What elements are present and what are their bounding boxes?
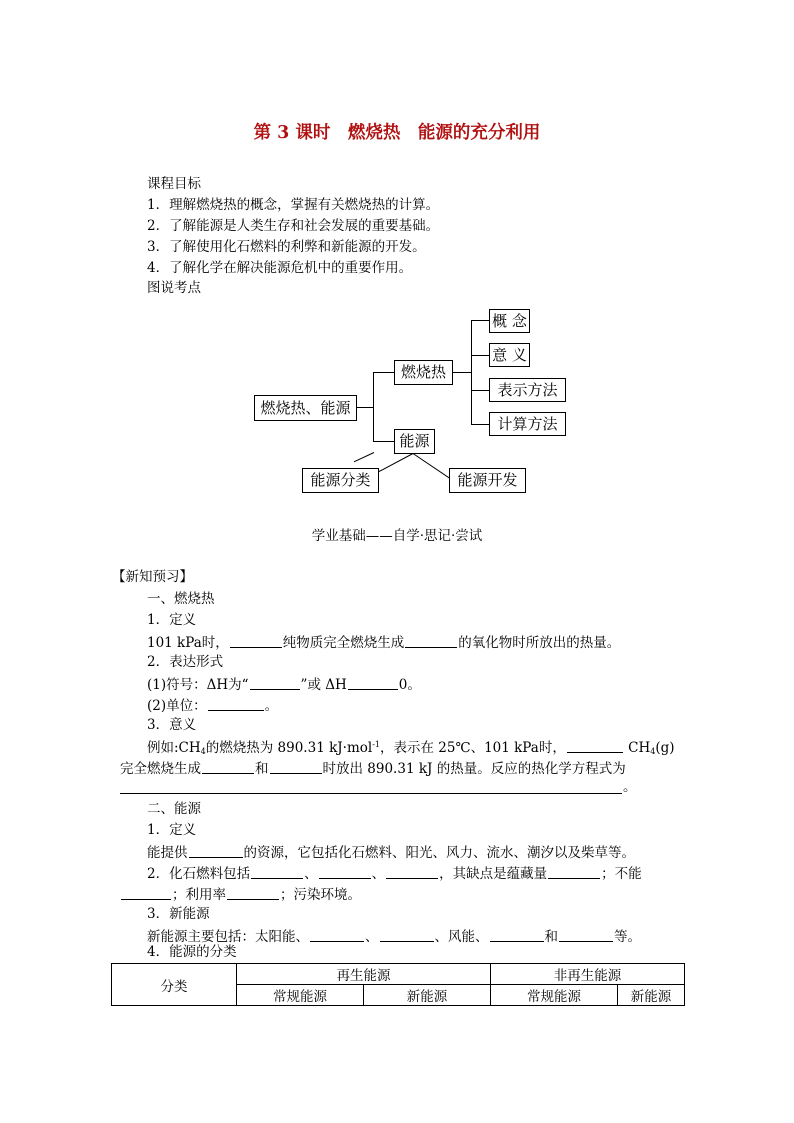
map-root-box: 燃烧热、能源 xyxy=(254,395,357,421)
equation-end: 。 xyxy=(623,779,637,795)
fill-blank[interactable] xyxy=(208,698,264,711)
equation-blank[interactable] xyxy=(120,793,622,794)
fill-blank[interactable] xyxy=(227,887,279,900)
fill-blank[interactable] xyxy=(548,866,600,879)
connector-line xyxy=(373,372,374,442)
fill-blank[interactable] xyxy=(202,761,254,774)
table-header-renewable: 再生能源 xyxy=(237,964,491,985)
goal-item: 2．了解能源是人类生存和社会发展的重要基础。 xyxy=(147,218,440,234)
table-cell: 常规能源 xyxy=(237,985,364,1006)
map-meaning-box: 意 义 xyxy=(489,343,530,367)
connector-line xyxy=(471,355,490,356)
fossil-line: 2．化石燃料包括 、 、 ，其缺点是蕴藏量 ；不能 xyxy=(147,866,642,882)
connector-line xyxy=(471,320,472,424)
map-energy-box: 能源 xyxy=(394,429,435,454)
fill-blank[interactable] xyxy=(490,929,544,942)
fill-blank[interactable] xyxy=(380,929,434,942)
table-cell: 新能源 xyxy=(618,985,685,1006)
connector-line xyxy=(373,372,395,373)
fossil-line-2: ；利用率 ；污染环境。 xyxy=(120,887,361,903)
connector-line xyxy=(373,441,395,442)
unit-line: (2)单位： 。 xyxy=(147,698,279,714)
table-row-header: 分类 xyxy=(112,964,237,1006)
map-calculation-box: 计算方法 xyxy=(489,412,566,436)
fill-blank[interactable] xyxy=(405,635,457,648)
fill-blank[interactable] xyxy=(270,761,322,774)
symbol-line: (1)符号：ΔH为“ ”或 ΔH 0。 xyxy=(147,677,421,693)
fill-blank[interactable] xyxy=(348,677,398,690)
fill-blank[interactable] xyxy=(251,866,303,879)
page-title: 第 3 课时 燃烧热 能源的充分利用 xyxy=(253,123,541,143)
concept-map-heading: 图说考点 xyxy=(147,280,201,296)
fill-blank[interactable] xyxy=(250,677,300,690)
fill-blank[interactable] xyxy=(121,887,171,900)
map-heat-box: 燃烧热 xyxy=(394,360,453,385)
definition-line: 101 kPa时， 纯物质完全燃烧生成 的氧化物时所放出的热量。 xyxy=(147,635,621,651)
connector-line xyxy=(452,372,472,373)
example-line-2: 完全燃烧生成 和 时放出 890.31 kJ 的热量。反应的热化学方程式为 xyxy=(120,761,626,777)
goal-item: 3．了解使用化石燃料的利弊和新能源的开发。 xyxy=(147,239,426,255)
new-energy-title: 3．新能源 xyxy=(147,906,210,922)
def-title: 1．定义 xyxy=(147,612,197,628)
table-header-nonrenewable: 非再生能源 xyxy=(491,964,685,985)
goal-item: 4．了解化学在解决能源危机中的重要作用。 xyxy=(147,260,413,276)
example-line: 例如$:CH_4$的燃烧热为 890.31 kJ·mol$^{-1}$，表示在 25℃、101 kPa时， $CH_4(g)$ xyxy=(147,740,675,756)
energy-classification-table xyxy=(111,963,685,1006)
connector-line xyxy=(471,320,490,321)
part2-title: 二、能源 xyxy=(147,801,201,817)
fill-blank[interactable] xyxy=(567,740,623,753)
new-energy-line: 新能源主要包括：太阳能、 、 、风能、 和 等。 xyxy=(147,929,641,945)
fill-blank[interactable] xyxy=(559,929,613,942)
goals-heading: 课程目标 xyxy=(147,176,201,192)
meaning-title: 3．意义 xyxy=(147,717,197,733)
fill-blank[interactable] xyxy=(319,866,371,879)
map-expression-box: 表示方法 xyxy=(489,378,566,402)
table-cell: 新能源 xyxy=(364,985,491,1006)
connector-line xyxy=(471,424,490,425)
fill-blank[interactable] xyxy=(310,929,364,942)
connector-line xyxy=(471,390,490,391)
fill-blank[interactable] xyxy=(230,635,282,648)
connector-line xyxy=(356,407,374,408)
fill-blank[interactable] xyxy=(386,866,438,879)
form-title: 2．表达形式 xyxy=(147,654,224,670)
map-concept-box: 概 念 xyxy=(489,309,530,333)
goal-item: 1．理解燃烧热的概念，掌握有关燃烧热的计算。 xyxy=(147,197,440,213)
preview-heading: 【新知预习】 xyxy=(112,569,193,585)
table-cell: 常规能源 xyxy=(491,985,618,1006)
fill-blank[interactable] xyxy=(189,845,243,858)
map-development-box: 能源开发 xyxy=(449,468,526,493)
classification-title: 4．能源的分类 xyxy=(147,944,237,960)
part2-def-title: 1．定义 xyxy=(147,822,197,838)
map-classification-box: 能源分类 xyxy=(302,468,379,493)
connector-line xyxy=(354,452,374,462)
part1-title: 一、燃烧热 xyxy=(147,591,215,607)
section-banner: 学业基础——自学·思记·尝试 xyxy=(311,528,483,544)
energy-definition-line: 能提供 的资源，它包括化石燃料、阳光、风力、流水、潮汐以及柴草等。 xyxy=(147,845,635,861)
